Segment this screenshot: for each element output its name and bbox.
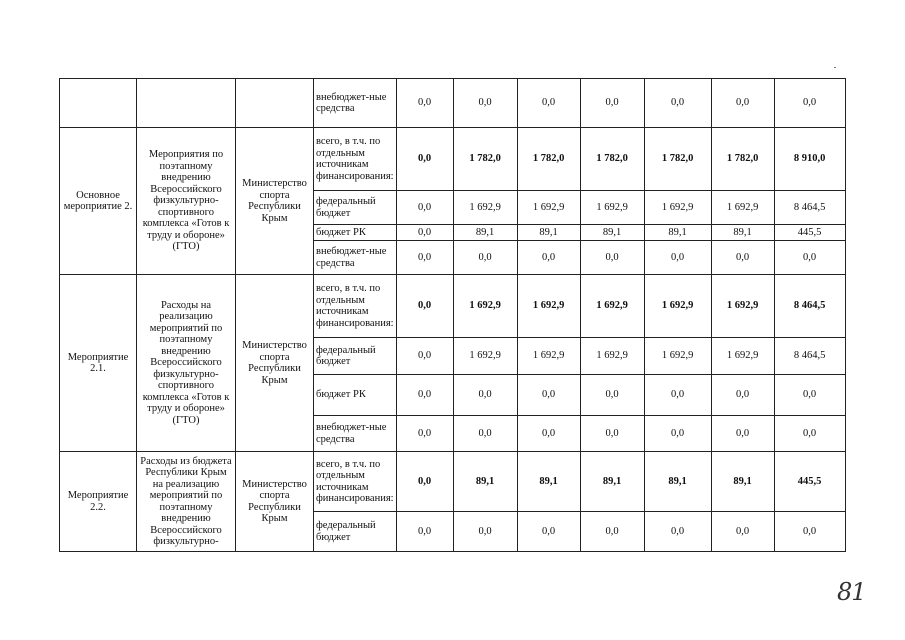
page-number: 81 (837, 578, 866, 606)
value-cell: 0,0 (774, 241, 845, 275)
program-cell: Мероприятие 2.2. (60, 452, 137, 552)
value-cell: 89,1 (453, 225, 517, 241)
table-row (60, 128, 846, 191)
table-row (60, 79, 846, 128)
value-cell: 0,0 (711, 512, 774, 552)
value-cell: 1 782,0 (711, 128, 774, 191)
value-cell: 8 464,5 (774, 275, 845, 338)
value-cell: 0,0 (711, 416, 774, 452)
value-cell: 89,1 (644, 452, 711, 512)
value-cell: 1 692,9 (453, 191, 517, 225)
financing-table (59, 78, 846, 552)
value-cell: 1 692,9 (453, 338, 517, 375)
value-cell: 1 692,9 (644, 338, 711, 375)
table-row (60, 452, 846, 512)
value-cell: 445,5 (774, 225, 845, 241)
value-cell: 0,0 (644, 375, 711, 416)
value-cell: 0,0 (580, 79, 644, 128)
funding-source-cell: внебюджет-ные средства (314, 79, 397, 128)
program-cell (60, 79, 137, 128)
value-cell: 8 464,5 (774, 338, 845, 375)
value-cell: 1 692,9 (517, 275, 580, 338)
table-body (60, 79, 846, 552)
value-cell: 89,1 (711, 452, 774, 512)
description-cell: Расходы из бюджета Республики Крым на реализацию мероприятий по поэтапному внедрению Всероссийского физкультурно- (137, 452, 236, 552)
value-cell: 0,0 (453, 416, 517, 452)
value-cell: 1 692,9 (517, 191, 580, 225)
value-cell: 0,0 (580, 416, 644, 452)
value-cell: 0,0 (453, 241, 517, 275)
value-cell: 89,1 (453, 452, 517, 512)
value-cell: 0,0 (396, 241, 453, 275)
value-cell: 0,0 (396, 512, 453, 552)
value-cell: 89,1 (580, 225, 644, 241)
value-cell: 1 692,9 (580, 275, 644, 338)
value-cell: 0,0 (517, 375, 580, 416)
value-cell: 0,0 (711, 241, 774, 275)
description-cell: Мероприятия по поэтапному внедрению Всероссийского физкультурно-спортивного комплекса «Готов к труду и обороне» (ГТО) (137, 128, 236, 275)
description-cell: Расходы на реализацию мероприятий по поэтапному внедрению Всероссийского физкультурно-спортивного комплекса «Готов к труду и обороне» (ГТО) (137, 275, 236, 452)
funding-source-cell: бюджет РК (314, 225, 397, 241)
value-cell: 0,0 (517, 512, 580, 552)
value-cell: 0,0 (396, 338, 453, 375)
funding-source-cell: федеральный бюджет (314, 512, 397, 552)
description-cell (137, 79, 236, 128)
funding-source-cell: внебюджет-ные средства (314, 416, 397, 452)
funding-source-cell: внебюджет-ные средства (314, 241, 397, 275)
value-cell: 1 692,9 (711, 191, 774, 225)
scan-mark (834, 67, 836, 68)
table-row (60, 275, 846, 338)
value-cell: 1 692,9 (580, 191, 644, 225)
value-cell: 0,0 (453, 512, 517, 552)
value-cell: 8 910,0 (774, 128, 845, 191)
value-cell: 8 464,5 (774, 191, 845, 225)
value-cell: 1 692,9 (711, 275, 774, 338)
funding-source-cell: всего, в т.ч. по отдельным источникам финансирования: (314, 275, 397, 338)
value-cell: 0,0 (396, 128, 453, 191)
value-cell: 0,0 (396, 275, 453, 338)
value-cell: 1 692,9 (580, 338, 644, 375)
value-cell: 0,0 (396, 191, 453, 225)
value-cell: 0,0 (396, 452, 453, 512)
funding-source-cell: бюджет РК (314, 375, 397, 416)
value-cell: 445,5 (774, 452, 845, 512)
executor-cell (236, 79, 314, 128)
program-cell: Основное мероприятие 2. (60, 128, 137, 275)
value-cell: 89,1 (517, 225, 580, 241)
value-cell: 0,0 (453, 79, 517, 128)
value-cell: 1 782,0 (517, 128, 580, 191)
value-cell: 0,0 (774, 416, 845, 452)
value-cell: 0,0 (517, 416, 580, 452)
program-cell: Мероприятие 2.1. (60, 275, 137, 452)
value-cell: 0,0 (580, 375, 644, 416)
value-cell: 0,0 (711, 79, 774, 128)
value-cell: 1 782,0 (580, 128, 644, 191)
value-cell: 0,0 (396, 225, 453, 241)
value-cell: 0,0 (396, 79, 453, 128)
executor-cell: Министерство спорта Республики Крым (236, 275, 314, 452)
value-cell: 89,1 (517, 452, 580, 512)
funding-source-cell: всего, в т.ч. по отдельным источникам финансирования: (314, 128, 397, 191)
value-cell: 0,0 (774, 79, 845, 128)
value-cell: 0,0 (644, 241, 711, 275)
value-cell: 0,0 (580, 241, 644, 275)
value-cell: 1 692,9 (517, 338, 580, 375)
value-cell: 0,0 (711, 375, 774, 416)
value-cell: 0,0 (453, 375, 517, 416)
value-cell: 89,1 (644, 225, 711, 241)
value-cell: 89,1 (580, 452, 644, 512)
funding-source-cell: федеральный бюджет (314, 338, 397, 375)
executor-cell: Министерство спорта Республики Крым (236, 452, 314, 552)
value-cell: 0,0 (396, 416, 453, 452)
value-cell: 0,0 (644, 512, 711, 552)
value-cell: 0,0 (644, 416, 711, 452)
value-cell: 1 782,0 (644, 128, 711, 191)
value-cell: 1 692,9 (644, 275, 711, 338)
value-cell: 1 692,9 (453, 275, 517, 338)
value-cell: 0,0 (517, 79, 580, 128)
value-cell: 1 782,0 (453, 128, 517, 191)
value-cell: 1 692,9 (711, 338, 774, 375)
value-cell: 89,1 (711, 225, 774, 241)
executor-cell: Министерство спорта Республики Крым (236, 128, 314, 275)
value-cell: 0,0 (644, 79, 711, 128)
value-cell: 0,0 (517, 241, 580, 275)
value-cell: 0,0 (396, 375, 453, 416)
value-cell: 0,0 (580, 512, 644, 552)
funding-source-cell: всего, в т.ч. по отдельным источникам финансирования: (314, 452, 397, 512)
funding-source-cell: федеральный бюджет (314, 191, 397, 225)
value-cell: 0,0 (774, 512, 845, 552)
value-cell: 1 692,9 (644, 191, 711, 225)
value-cell: 0,0 (774, 375, 845, 416)
